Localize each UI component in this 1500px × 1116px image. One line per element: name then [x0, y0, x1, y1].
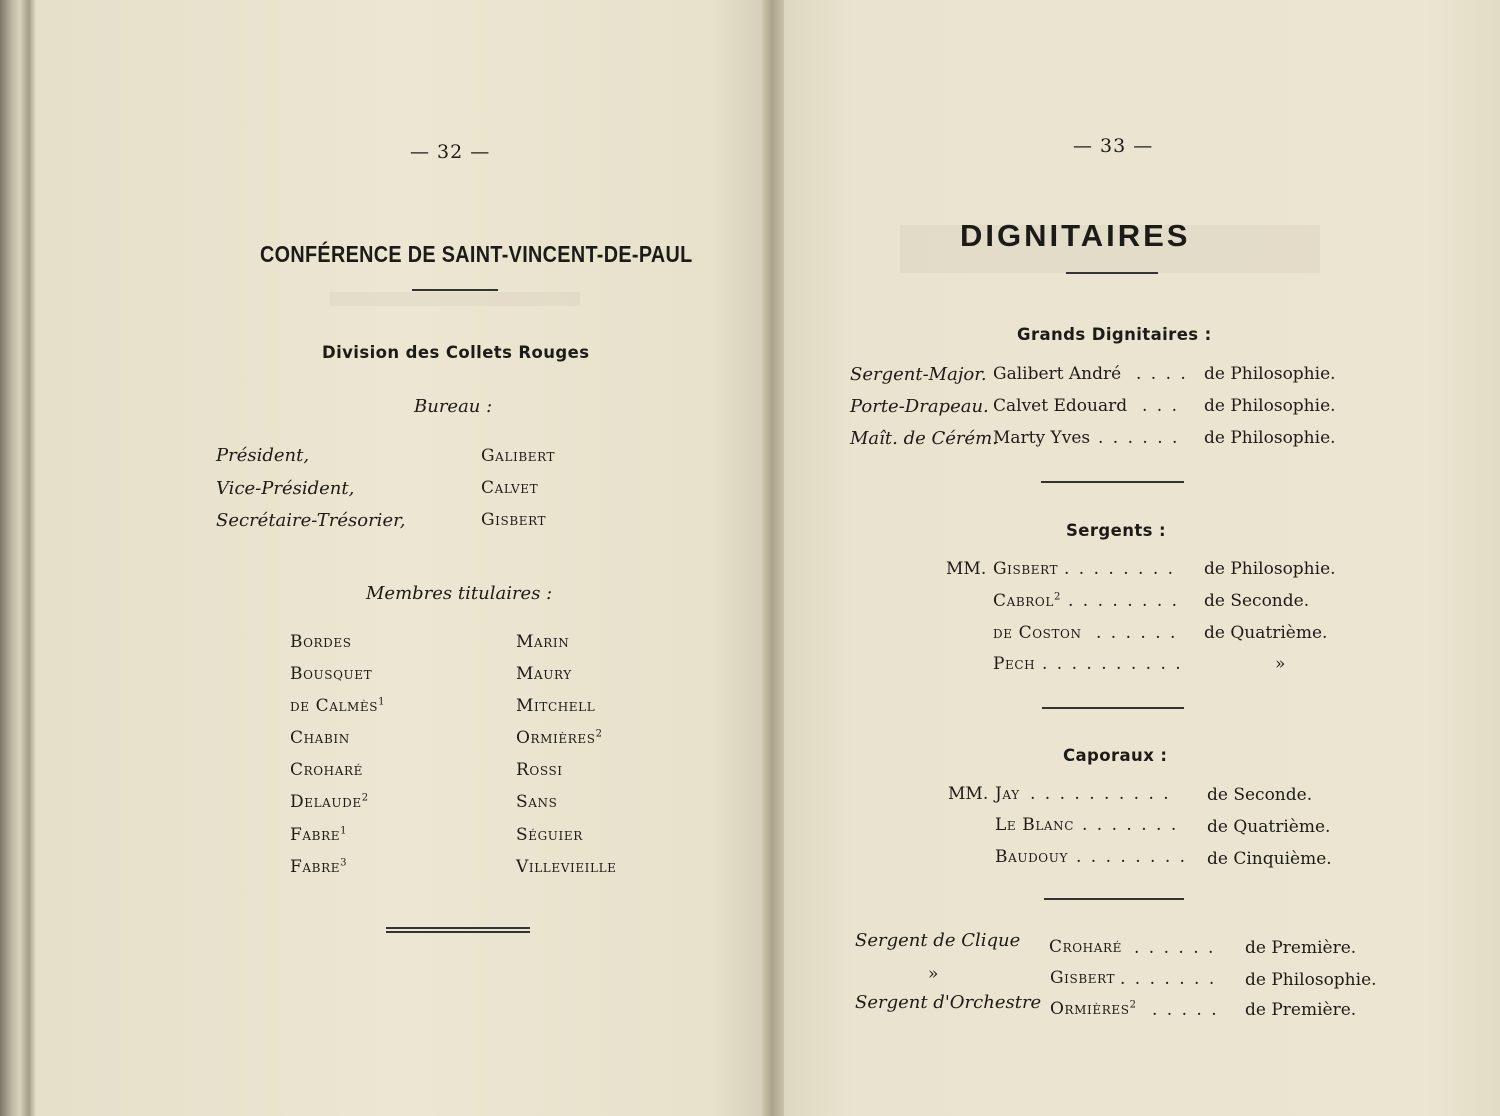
- caporal-name: Jay: [995, 784, 1020, 804]
- leader-dots: . . . . . .: [1098, 428, 1180, 448]
- bureau-role: Président,: [216, 445, 310, 466]
- leader-dots: . . . . . . .: [1120, 969, 1217, 989]
- member-name: Delaude$^2$: [290, 792, 369, 812]
- membres-heading: Membres titulaires :: [366, 583, 553, 604]
- section-divider: [1044, 898, 1184, 900]
- leader-dots: . . . . . . . . . .: [1030, 784, 1171, 804]
- special-class: de Première.: [1245, 1000, 1357, 1020]
- caporal-class: de Quatrième.: [1207, 817, 1331, 837]
- page-title-left: CONFÉRENCE DE SAINT-VINCENT-DE-PAUL: [260, 241, 693, 267]
- special-role: Sergent de Clique: [855, 930, 1021, 951]
- leader-dots: . . .: [1142, 396, 1180, 416]
- bureau-heading: Bureau :: [414, 396, 493, 417]
- end-rule: [386, 931, 530, 933]
- sergent-class: de Quatrième.: [1204, 623, 1328, 643]
- title-divider: [1066, 272, 1158, 274]
- sergent-name: Gisbert: [993, 559, 1059, 579]
- member-name: Fabre$^3$: [290, 857, 348, 877]
- caporal-class: de Seconde.: [1207, 785, 1313, 805]
- member-name: Mitchell: [516, 696, 596, 716]
- sergent-class: »: [1275, 654, 1286, 674]
- member-name: Ormières$^2$: [516, 728, 603, 748]
- leader-dots: . . . . . . .: [1082, 815, 1179, 835]
- dignitary-class: de Philosophie.: [1204, 396, 1336, 416]
- special-name: Croharé: [1049, 937, 1123, 957]
- bureau-name: Calvet: [481, 478, 539, 498]
- dignitary-role: Maît. de Cérém.: [850, 428, 998, 449]
- member-name: Marin: [516, 632, 570, 652]
- bureau-name: Gisbert: [481, 510, 547, 530]
- member-name: Bousquet: [290, 664, 373, 684]
- dignitary-name: Calvet Edouard: [993, 396, 1128, 416]
- division-heading: Division des Collets Rouges: [322, 343, 590, 362]
- special-role: Sergent d'Orchestre: [855, 992, 1042, 1013]
- special-class: de Philosophie.: [1245, 970, 1377, 990]
- dignitary-class: de Philosophie.: [1204, 364, 1336, 384]
- member-name: Croharé: [290, 760, 364, 780]
- leader-dots: . . . . . . . .: [1064, 559, 1176, 579]
- member-name: Bordes: [290, 632, 352, 652]
- member-name: Sans: [516, 792, 558, 812]
- dignitary-name: Marty Yves: [993, 428, 1091, 448]
- caporal-class: de Cinquième.: [1207, 849, 1332, 869]
- special-name: Gisbert: [1050, 968, 1116, 988]
- special-name: Ormières$^2$: [1050, 999, 1137, 1019]
- book-gutter: [762, 0, 784, 1116]
- page-title-right: DIGNITAIRES: [960, 218, 1191, 253]
- sergent-name: de Coston: [993, 623, 1082, 643]
- leader-dots: . . . . . .: [1096, 623, 1178, 643]
- section-divider: [1042, 707, 1184, 709]
- mm-prefix: MM.: [948, 784, 989, 804]
- sergents-heading: Sergents :: [1066, 521, 1167, 540]
- left-page: [36, 0, 770, 1116]
- bureau-role: Secrétaire-Trésorier,: [216, 510, 406, 531]
- bureau-role: Vice-Président,: [216, 478, 355, 499]
- leader-dots: . . . . .: [1152, 1000, 1219, 1020]
- end-rule: [386, 927, 530, 929]
- member-name: Rossi: [516, 760, 563, 780]
- sergent-class: de Philosophie.: [1204, 559, 1336, 579]
- sergent-name: Pech: [993, 654, 1036, 674]
- sergent-name: Cabrol$^2$: [993, 591, 1061, 611]
- caporal-name: Le Blanc: [995, 815, 1075, 835]
- bleed-through: [330, 292, 580, 306]
- caporaux-heading: Caporaux :: [1063, 746, 1168, 765]
- section-divider: [1041, 481, 1184, 483]
- special-class: de Première.: [1245, 938, 1357, 958]
- member-name: Maury: [516, 664, 572, 684]
- dignitary-role: Sergent-Major.: [850, 364, 987, 385]
- title-divider: [412, 289, 498, 291]
- leader-dots: . . . .: [1136, 364, 1188, 384]
- member-name: Fabre$^1$: [290, 825, 348, 845]
- page-number-left: — 32 —: [410, 141, 491, 163]
- book-edge-left: [0, 0, 36, 1116]
- leader-dots: . . . . . . . .: [1068, 591, 1180, 611]
- page-number-right: — 33 —: [1073, 135, 1154, 157]
- bureau-name: Galibert: [481, 446, 556, 466]
- special-role: »: [928, 964, 939, 984]
- dignitary-name: Galibert André: [993, 364, 1122, 384]
- leader-dots: . . . . . .: [1134, 938, 1216, 958]
- member-name: Séguier: [516, 825, 583, 845]
- member-name: Chabin: [290, 728, 350, 748]
- leader-dots: . . . . . . . .: [1076, 847, 1188, 867]
- dignitary-role: Porte-Drapeau.: [850, 396, 989, 417]
- leader-dots: . . . . . . . . . .: [1042, 654, 1183, 674]
- member-name: Villevieille: [516, 857, 617, 877]
- grands-heading: Grands Dignitaires :: [1017, 325, 1212, 344]
- caporal-name: Baudouy: [995, 847, 1068, 867]
- sergent-class: de Seconde.: [1204, 591, 1310, 611]
- mm-prefix: MM.: [946, 559, 987, 579]
- dignitary-class: de Philosophie.: [1204, 428, 1336, 448]
- member-name: de Calmès$^1$: [290, 696, 386, 716]
